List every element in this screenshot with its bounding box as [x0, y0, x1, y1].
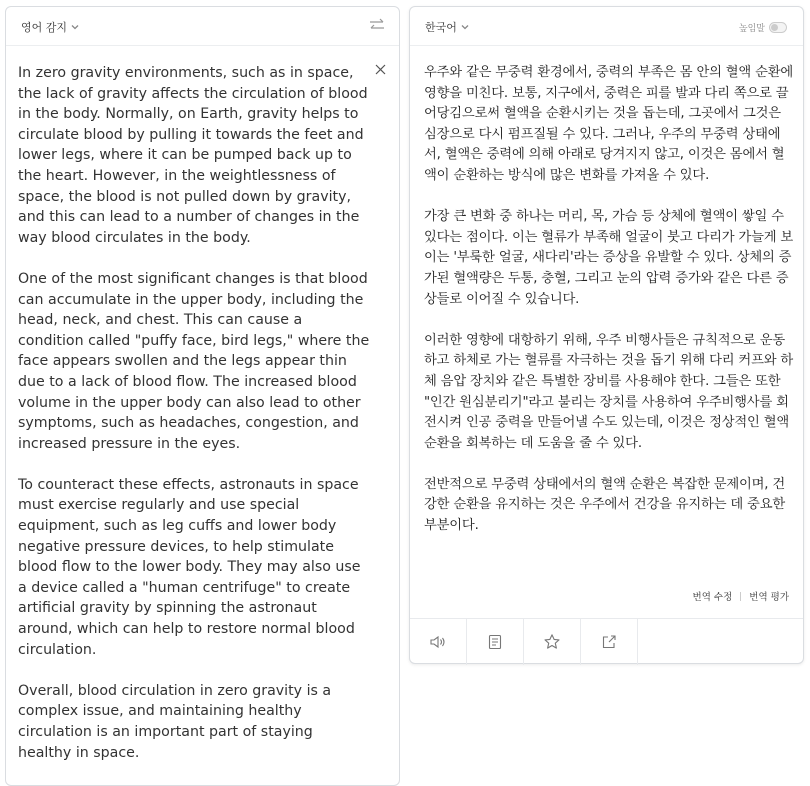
source-paragraph: Overall, blood circulation in zero gravity is a complex issue, and maintaining healthy circulation is an important part of staying healthy in space. — [18, 682, 332, 761]
source-header — [6, 7, 399, 46]
source-paragraph: One of the most significant changes is that blood can accumulate in the upper body, including the head, neck, and chest. This can cause a condition called "puffy face, bird legs," where the face appears swollen and the legs appear thin due to a lack of blood flow. The increased blood volume in the upper body can also lead to other symptoms, such as headaches, congestion, and increased pressure in the eyes. — [18, 270, 370, 452]
speaker-icon — [429, 633, 447, 651]
toggle-switch-icon[interactable] — [769, 22, 787, 33]
document-icon — [486, 633, 504, 651]
source-panel — [5, 6, 400, 786]
swap-languages-icon[interactable] — [369, 17, 385, 33]
target-toolbar — [410, 618, 803, 665]
chevron-down-icon — [70, 22, 80, 32]
target-language-selector[interactable] — [425, 19, 470, 35]
listen-button[interactable] — [410, 619, 467, 665]
translation-links — [693, 589, 789, 603]
source-paragraph: In zero gravity environments, such as in space, the lack of gravity affects the circulation of blood in the body. Normally, on Earth, gravity helps to circulate blood by pulling it towards the feet and lower legs, where it can be pumped back up to the heart. However, in the weightlessness of space, the blood is not pulled down by gravity, and this can lead to a number of changes in the way blood circulates in the body. — [18, 65, 368, 246]
honorific-toggle[interactable] — [739, 21, 787, 34]
chevron-down-icon — [460, 22, 470, 32]
divider — [740, 592, 741, 601]
edit-translation-link[interactable]: 번역 수정 — [692, 592, 733, 603]
honorific-label: 높임말 — [738, 24, 765, 34]
translated-paragraph: 우주와 같은 무중력 환경에서, 중력의 부족은 몸 안의 혈액 순환에 영향을 미친다. 보통, 지구에서, 중력은 피를 발과 다리 쪽으로 끌어당김으로써 혈액을 순환시키는 것을 돕는데, 그곳에서 그것은 심장으로 다시 펌프질될 수 있다. 그러나, 우주의 무중력 상태에서, 혈액은 중력에 의해 아래로 당겨지지 않고, 이것은 몸에서 혈액이 순환하는 방식에 많은 변화를 가져올 수 있다. — [424, 65, 794, 183]
target-language-label: 한국어 — [425, 21, 457, 34]
target-panel — [409, 6, 804, 664]
translated-paragraph: 가장 큰 변화 중 하나는 머리, 목, 가슴 등 상체에 혈액이 쌓일 수 있다는 점이다. 이는 혈류가 부족해 얼굴이 붓고 다리가 가늘게 보이는 '부룩한 얼굴, 새다리'라는 증상을 유발할 수 있다. 상체의 증가된 혈액량은 두통, 충혈, 그리고 눈의 압력 증가와 같은 다른 증상들로 이어질 수 있습니다. — [424, 209, 794, 307]
rate-translation-link[interactable]: 번역 평가 — [749, 592, 789, 603]
translated-paragraph: 이러한 영향에 대항하기 위해, 우주 비행사들은 규칙적으로 운동하고 하체로 가는 혈류를 자극하는 것을 돕기 위해 다리 커프와 하체 음압 장치와 같은 특별한 장비를 사용해야 한다. 그들은 또한 "인간 원심분리기"라고 불리는 장치를 사용하여 우주비행사를 회전시켜 인공 중력을 만들어낼 수도 있는데, 이것은 정상적인 혈액 순환을 회복하는 데 도움을 줄 수 있다. — [424, 332, 794, 451]
source-text[interactable] — [18, 63, 370, 784]
share-icon — [600, 633, 618, 651]
translated-paragraph: 전반적으로 무중력 상태에서의 혈액 순환은 복잡한 문제이며, 건강한 순환을 유지하는 것은 우주에서 건강을 유지하는 데 중요한 부분이다. — [424, 476, 785, 534]
source-paragraph: To counteract these effects, astronauts in space must exercise regularly and use special equipment, such as leg cuffs and lower body negative pressure devices, to help stimulate blood flow to the lower body. They may also use a device called a "human centrifuge" to create artificial gravity by spinning the astronaut around, which can help to restore normal blood circulation. — [18, 476, 361, 658]
share-button[interactable] — [581, 619, 638, 665]
star-icon — [543, 633, 561, 651]
target-header — [410, 7, 803, 46]
source-language-label: 영어 감지 — [21, 21, 68, 34]
favorite-button[interactable] — [524, 619, 581, 665]
copy-button[interactable] — [467, 619, 524, 665]
source-language-selector[interactable] — [21, 19, 80, 35]
translated-text — [424, 63, 796, 557]
clear-text-icon[interactable] — [375, 64, 386, 75]
